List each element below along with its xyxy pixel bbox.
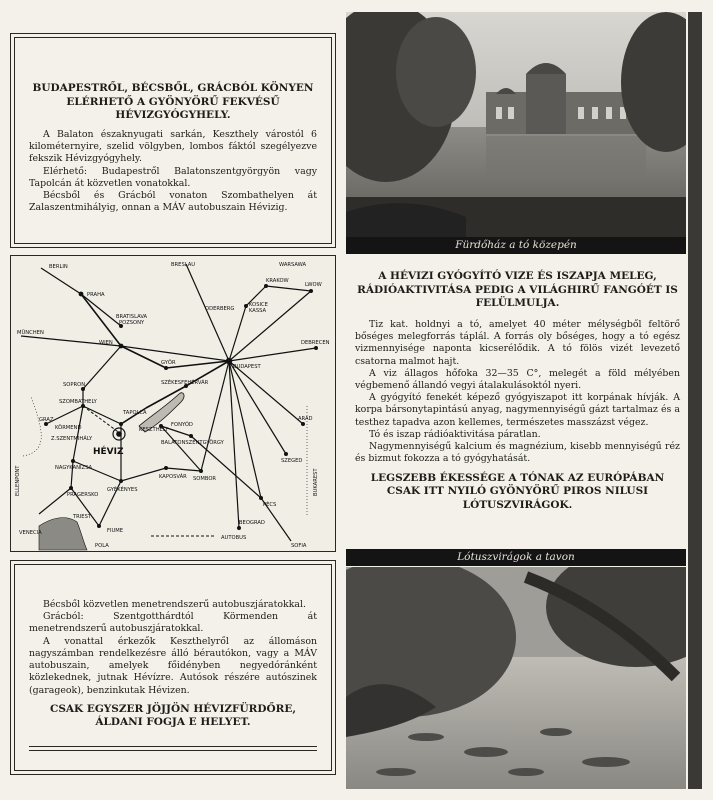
lotus-photo-image — [346, 567, 686, 789]
map-city-label: TAPOLCA — [123, 410, 147, 416]
map-city-label: WARSAWA — [279, 262, 307, 268]
intro-paragraph: A Balaton északnyugati sarkán, Keszthely várostól 6 kilométernyire, szelid völgyben, lombos fáktól szegélyezve fekszik Hévizgyógyhely. — [29, 128, 317, 165]
map-city-label: SOPRON — [63, 382, 86, 388]
map-city-label: ARAD — [298, 416, 313, 422]
map-city-label: BRESLAU — [171, 262, 196, 268]
page-edge-strip — [688, 12, 702, 789]
map-city-label: PÉCS — [263, 502, 277, 508]
map-city-label: GRAZ — [39, 417, 54, 423]
map-city-label: SOFIA — [291, 543, 307, 549]
map-city-label: KÖRMEND — [55, 425, 82, 431]
map-city-label: PRAGERSKO — [67, 492, 99, 498]
map-city-label: BERLIN — [49, 264, 68, 270]
travel-closing: CSAK EGYSZER JÖJJÖN HÉVIZFÜRDŐRE, ÁLDANI FOGJA E HELYET. — [49, 702, 297, 729]
map-city-label: PRAHA — [87, 292, 105, 298]
intro-heading: BUDAPESTRŐL, BÉCSBŐL, GRÁCBÓL KÖNYEN ELÉRHETŐ A GYÖNYÖRŰ FEKVÉSŰ HÉVIZGYÓGYHELY. — [32, 82, 314, 122]
map-city-label: FIUME — [107, 528, 124, 534]
map-city-label: Z.SZENTMIHÁLY — [51, 436, 93, 442]
map-city-label-heviz: HÉVIZ — [93, 447, 124, 457]
healing-water-paragraph: A viz állagos hőfoka 32—35 C°, melegét a föld mélyében végbemenő állandó vegyi átalakulásoktól nyeri. — [355, 367, 680, 392]
bathhouse-caption: Fürdőház a tó közepén — [346, 237, 686, 254]
map-city-label: BUDAPEST — [233, 364, 261, 370]
map-city-label: KASSA — [249, 308, 267, 314]
map-city-label: BEOGRAD — [239, 520, 265, 526]
map-city-label: FONYÓD — [171, 422, 193, 428]
travel-paragraph: A vonattal érkezők Keszthelyről az állomáson nagyszámban rendelkezésre álló bérautókon, vagy a MÁV autobuszain, amelyek főidényben negyedóránként közlekednek, jutnak Hévízre. Autósok részére autószinek (garageok), benzinkutak Hévizen. — [29, 635, 317, 696]
map-city-label: WIEN — [99, 340, 113, 346]
divider — [29, 746, 317, 747]
intro-panel — [10, 33, 336, 248]
healing-water-panel — [355, 270, 680, 538]
map-city-label: KESZTHELY — [139, 427, 169, 433]
railway-map-svg — [11, 256, 335, 551]
map-legend-autobus: AUTOBUS — [221, 535, 247, 541]
map-city-label: POZSONY — [119, 320, 145, 326]
map-city-label: MÜNCHEN — [17, 330, 44, 336]
healing-water-paragraph: Tiz kat. holdnyi a tó, amelyet 40 méter mélységből feltörő bőséges melegforrás táplál. A forrás oly bőséges, hogy a tó egész vizmennyisége naponta kicserélődik. A tó fölös vizét levezető csatorna malmot hajt. — [355, 318, 680, 367]
healing-water-paragraph: A gyógyító fenekét képező gyógyiszapot itt korpának hívják. A korpa bársonytapintású anyag, nagymennyiségű gázt tartalmaz és a testhez tapadva azon kellemes, természetes masszázst végez. — [355, 392, 680, 428]
map-city-label: KAPOSVÁR — [159, 474, 187, 480]
map-city-label: VENECIA — [19, 530, 42, 536]
bathhouse-photo-image — [346, 12, 686, 237]
map-city-label: BRATISLAVA — [116, 314, 148, 320]
healing-water-paragraph: Nagymennyiségű kalcium és magnézium, kisebb mennyiségű réz és bizmut fokozza a tó gyógyhatását. — [355, 441, 680, 465]
map-city-label: DEBRECEN — [301, 340, 330, 346]
travel-paragraph: Bécsből közvetlen menetrendszerű autobuszjáratokkal. — [43, 599, 306, 610]
map-city-label: ELLENPONT — [15, 465, 21, 496]
map-city-label: SZOMBATHELY — [59, 399, 97, 405]
lotus-photo — [346, 567, 686, 789]
map-city-label: POLA — [95, 543, 109, 549]
map-city-label: GYÉKÉNYES — [107, 487, 138, 493]
map-city-label: BUKAREST — [313, 468, 319, 496]
map-city-label: ODERBERG — [205, 306, 235, 312]
intro-paragraph: Elérhető: Budapestről Balatonszentgyörgyön vagy Tapolcán át közvetlen vonatokkal. — [29, 165, 317, 189]
map-city-label: SZEGED — [281, 458, 303, 464]
travel-paragraph: Grácból: Szentgotthárdtól Körmenden át menetrendszerű autobuszjáratokkal. — [29, 611, 317, 635]
healing-water-closing: LEGSZEBB ÉKESSÉGE A TÓNAK AZ EURÓPÁBAN CSAK ITT NYILÓ GYÖNYÖRŰ PIROS NILUSI LÓTUSZVIRÁGOK. — [370, 471, 665, 511]
lotus-caption: Lótuszvirágok a tavon — [346, 549, 686, 566]
healing-water-heading: A HÉVIZI GYÓGYÍTÓ VIZE ÉS ISZAPJA MELEG, RÁDIÓAKTIVITÁSA PEDIG A VILÁGHIRŰ FANGÓÉT IS FELÜLMULJA. — [357, 270, 678, 310]
map-city-label: KRAKOW — [266, 278, 289, 284]
map-city-label: GYŐR — [161, 360, 176, 366]
map-city-label: SOMBOR — [193, 476, 217, 482]
map-city-label: LWOW — [305, 282, 322, 288]
divider — [29, 750, 317, 751]
healing-water-paragraph: Tó és iszap rádióaktivitása páratlan. — [369, 428, 541, 440]
map-city-label: KOSICE — [249, 302, 268, 308]
travel-panel — [10, 560, 336, 775]
intro-paragraph: Bécsből és Grácból vonaton Szombathelyen át Zalaszentmihályig, onnan a MÁV autobuszain Hévizig. — [29, 190, 317, 214]
map-city-label: BALATONSZENTGYÖRGY — [161, 440, 224, 446]
map-city-label: TRIEST — [73, 514, 92, 520]
map-city-label: NAGYKANIZSA — [55, 465, 93, 471]
bathhouse-photo — [346, 12, 686, 237]
railway-map — [10, 255, 336, 552]
map-city-label: SZÉKESFEHÉRVÁR — [161, 380, 209, 386]
